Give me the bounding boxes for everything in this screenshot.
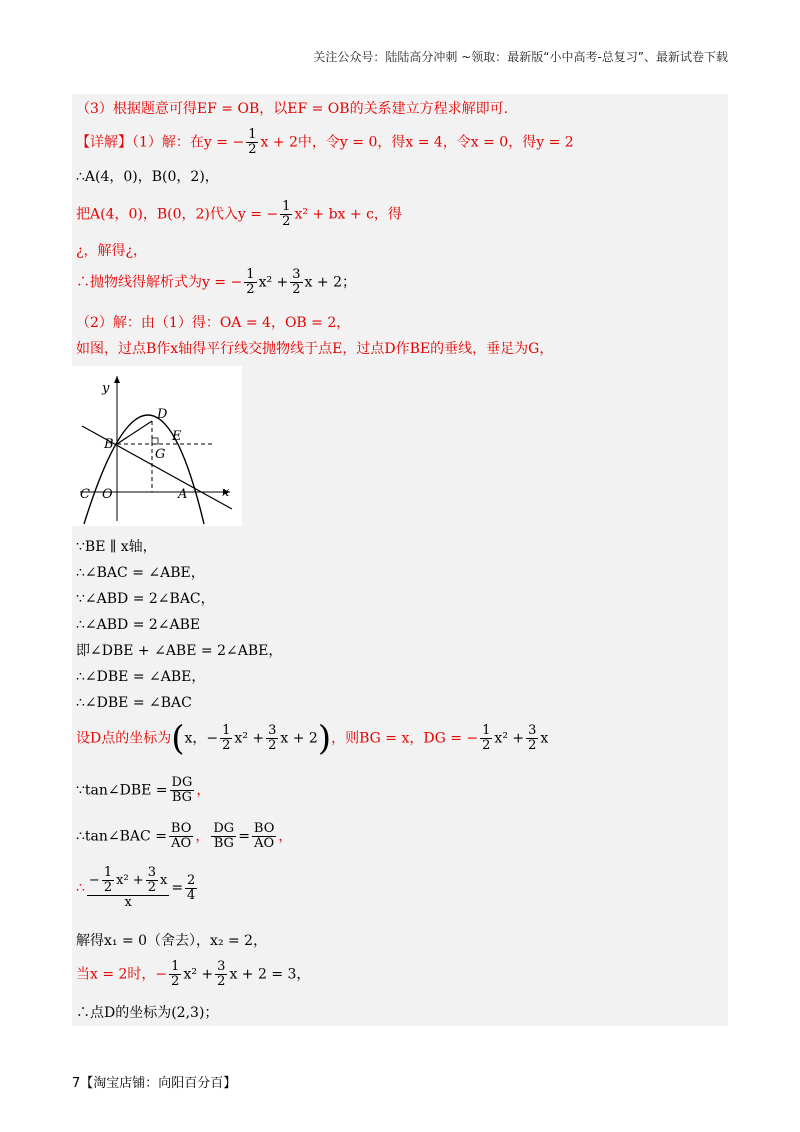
- detail-line-1: 【详解】（1）解：在y = − $\frac{1}{2}$ x + 2中，令y = 0，得x = 4，令x = 0，得y = 2: [76, 127, 574, 157]
- point-d-result-line: ∴点D的坐标为(2,3)；: [76, 1005, 219, 1021]
- graph-label-x: x: [222, 485, 230, 500]
- solution-content: [72, 94, 728, 1026]
- equation-line: ∴ − $\frac{1}{2}$ x² + $\frac{3}{2}$ x x = $\frac{2}{4}$: [76, 865, 196, 910]
- tan-dbe-line: ∵tan∠DBE = $\frac{DG}{BG}$ ，: [76, 775, 211, 805]
- graph-label-o: O: [102, 487, 113, 502]
- detail-line-3: 把A(4，0)，B(0，2)代入y = − $\frac{1}{2}$ x² + bx + c，得: [76, 199, 402, 229]
- graph-label-d: D: [157, 407, 168, 422]
- step-line-2: ∴∠BAC = ∠ABE，: [76, 565, 205, 581]
- graph-label-y: y: [102, 381, 110, 396]
- graph-label-g: G: [155, 447, 166, 462]
- part2-line-1: （2）解：由（1）得：OA = 4，OB = 2，: [76, 315, 351, 331]
- step-line-4: ∴∠ABD = 2∠ABE: [76, 617, 201, 633]
- detail-line-2: ∴A(4，0)，B(0，2)，: [76, 169, 219, 185]
- step-line-1: ∵BE ∥ x轴，: [76, 539, 157, 555]
- step-line-5: 即∠DBE + ∠ABE = 2∠ABE，: [76, 643, 283, 659]
- parabola-equation-line: ∴抛物线得解析式为y = − $\frac{1}{2}$ x² + $\frac{3}{2}$ x + 2；: [76, 267, 356, 297]
- solution-x-line: 解得x₁ = 0（舍去），x₂ = 2，: [76, 933, 268, 949]
- x-equals-2-line: 当x = 2时，− $\frac{1}{2}$ x² + $\frac{3}{2}$ x + 2 = 3，: [76, 959, 311, 989]
- parabola-graph: [72, 366, 242, 526]
- page-header: 关注公众号：陆陆高分冲刺 ~领取：最新版“小中高考-总复习”、最新试卷下载: [313, 50, 728, 64]
- step-line-6: ∴∠DBE = ∠ABE，: [76, 669, 206, 685]
- graph-label-b: B: [104, 437, 114, 452]
- tan-bac-line: ∴tan∠BAC = $\frac{BO}{AO}$ ， $\frac{DG}{BG}$ = $\frac{BO}{AO}$ ，: [76, 821, 293, 851]
- part2-line-2: 如图，过点B作x轴得平行线交抛物线于点E，过点D作BE的垂线，垂足为G，: [76, 341, 554, 357]
- detail-line-4: ¿，解得¿，: [76, 243, 148, 259]
- graph-label-e: E: [172, 429, 182, 444]
- graph-label-c: C: [80, 487, 90, 502]
- page-footer: 7【淘宝店铺：向阳百分百】: [72, 1076, 237, 1091]
- step-line-3: ∵∠ABD = 2∠BAC，: [76, 591, 215, 607]
- graph-label-a: A: [178, 487, 188, 502]
- hint-line-3: （3）根据题意可得EF = OB，以EF = OB的关系建立方程求解即可.: [76, 101, 509, 117]
- point-d-coordinates-line: 设D点的坐标为(x，− $\frac{1}{2}$ x² + $\frac{3}{2}$ x + 2)，则BG = x，DG = − $\frac{1}{2}$ x² + $\frac{3}{2}$ x: [76, 718, 549, 759]
- step-line-7: ∴∠DBE = ∠BAC: [76, 695, 192, 711]
